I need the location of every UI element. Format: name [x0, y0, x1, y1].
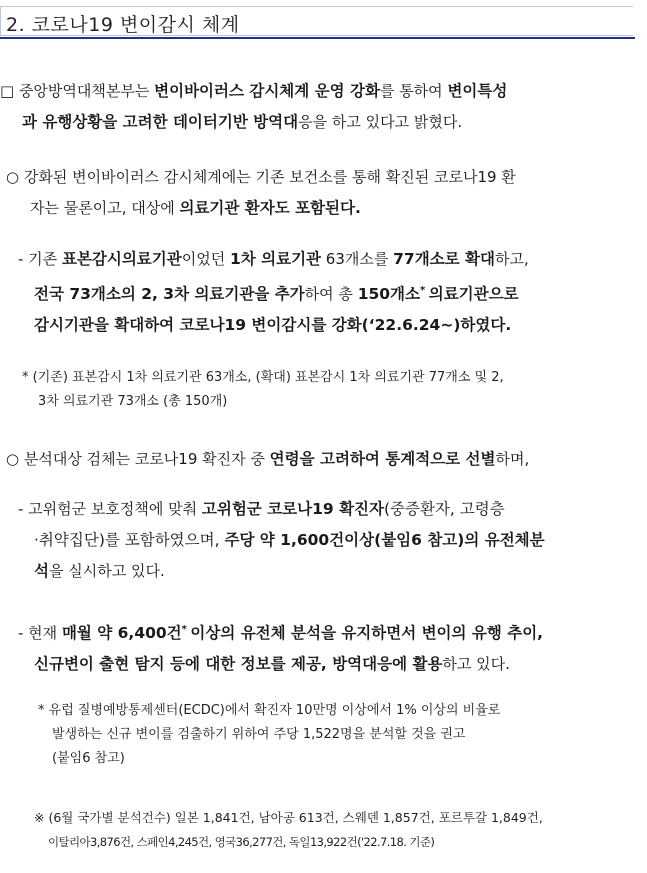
footnote-country-counts [0, 806, 647, 854]
paragraph-surveillance [0, 162, 647, 224]
emphasis: 연령을 고려하여 통계적으로 선별 [269, 450, 496, 468]
emphasis: 매월 약 6,400건 [61, 624, 182, 642]
emphasis: 석 [34, 562, 49, 580]
footnote-expansion-line-1: * (기존) 표본감시 1차 의료기관 63개소, (확대) 표본감시 1차 의료기관 77개소 및 2, [22, 370, 504, 385]
text: 자는 물론이고, 대상에 [30, 199, 180, 217]
text: ·취약집단)를 포함하였으며, [34, 531, 225, 549]
emphasis: 77개소로 확대 [393, 250, 495, 268]
text: 응을 하고 있다고 밝혔다. [298, 113, 463, 131]
emphasis: 신규변이 출현 탐지 등에 대한 정보를 제공, 방역대응에 활용 [34, 655, 443, 673]
emphasis: 이상의 유전체 분석을 유지하면서 변이의 유행 추이, [190, 624, 544, 642]
paragraph-expansion-line-3 [0, 310, 647, 341]
emphasis: 의료기관으로 [428, 285, 519, 303]
paragraph-surveillance-line-1: ○ 강화된 변이바이러스 감시체계에는 기존 보건소를 통해 확진된 코로나19 환 [6, 168, 516, 186]
footnote-country-counts-line-1: ※ (6월 국가별 분석건수) 일본 1,841건, 남아공 613건, 스웨덴 1,857건, 포르투갈 1,849건, [34, 810, 543, 825]
paragraph-surveillance-line-2 [0, 193, 647, 224]
footnote-ecdc-line-2: 발생하는 신규 변이를 검출하기 위하여 주당 1,522명을 분석할 것을 권고 [52, 727, 466, 742]
emphasis: 전국 73개소의 2, 3차 의료기관을 추가 [34, 285, 305, 303]
text: 하고 있다. [442, 655, 510, 673]
emphasis: 고위험군 코로나19 확진자 [201, 500, 384, 518]
text: 63개소를 [321, 250, 394, 268]
text: 을 실시하고 있다. [48, 562, 165, 580]
paragraph-monthly-analysis-line-2 [0, 649, 647, 680]
text: 이었던 [181, 250, 230, 268]
footnote-ecdc-line-3: (붙임6 참고) [52, 751, 125, 766]
paragraph-sampling [0, 444, 647, 475]
emphasis: 표본감시의료기관 [61, 250, 182, 268]
emphasis: 150개소 [357, 285, 420, 303]
text: □ 중앙방역대책본부는 [0, 82, 155, 100]
emphasis: 감시기관을 확대하여 코로나19 변이감시를 강화 [34, 316, 362, 334]
paragraph-intro-line-2 [0, 107, 647, 138]
footnote-ecdc-line-1: * 유럽 질병예방통제센터(ECDC)에서 확진자 10만명 이상에서 1% 이상의 비율로 [38, 703, 501, 718]
emphasis: 1차 의료기관 [229, 250, 322, 268]
emphasis: 변이특성 [447, 82, 508, 100]
paragraph-high-risk-line-2 [0, 525, 647, 556]
text: - 기존 [18, 250, 62, 268]
section-header-rule [0, 37, 635, 39]
section-title: 2. 코로나19 변이감시 체계 [6, 14, 240, 36]
text: 하며, [495, 450, 530, 468]
text: ○ 분석대상 검체는 코로나19 확진자 중 [6, 450, 270, 468]
text: 하고, [494, 250, 529, 268]
footnote-country-counts-line-2: 이탈리아3,876건, 스페인4,245건, 영국36,277건, 독일13,922건('22.7.18. 기준) [48, 835, 435, 849]
section-header [0, 0, 635, 40]
text: 하여 총 [304, 285, 358, 303]
footnote-expansion-line-2: 3차 의료기관 73개소 (총 150개) [38, 394, 228, 409]
text: (중증환자, 고령층 [383, 500, 505, 518]
emphasis: (‘22.6.24~)하였다. [361, 316, 512, 334]
footnote-expansion [0, 366, 647, 414]
paragraph-expansion-line-1 [0, 244, 647, 275]
paragraph-intro-line-1 [0, 76, 647, 107]
paragraph-sampling-line-1 [0, 444, 647, 475]
paragraph-expansion [0, 244, 647, 341]
paragraph-monthly-analysis [0, 614, 647, 680]
paragraph-intro [0, 76, 647, 138]
emphasis: 의료기관 환자도 포함된다. [179, 199, 361, 217]
footnote-mark: * [181, 624, 191, 635]
paragraph-high-risk-line-1 [0, 494, 647, 525]
emphasis: 과 유행상황을 고려한 데이터기반 방역대 [22, 113, 299, 131]
emphasis: 변이바이러스 감시체계 운영 강화 [154, 82, 380, 100]
footnote-mark: * [420, 285, 429, 296]
text: - 현재 [18, 624, 62, 642]
paragraph-monthly-analysis-line-1 [0, 614, 647, 649]
footnote-ecdc [0, 699, 647, 771]
text: 를 통하여 [379, 82, 448, 100]
paragraph-high-risk-line-3 [0, 556, 647, 587]
text: - 고위험군 보호정책에 맞춰 [18, 500, 202, 518]
emphasis: 주당 약 1,600건이상(붙임6 참고)의 유전체분 [224, 531, 545, 549]
paragraph-high-risk [0, 494, 647, 587]
paragraph-expansion-line-2 [0, 275, 647, 310]
